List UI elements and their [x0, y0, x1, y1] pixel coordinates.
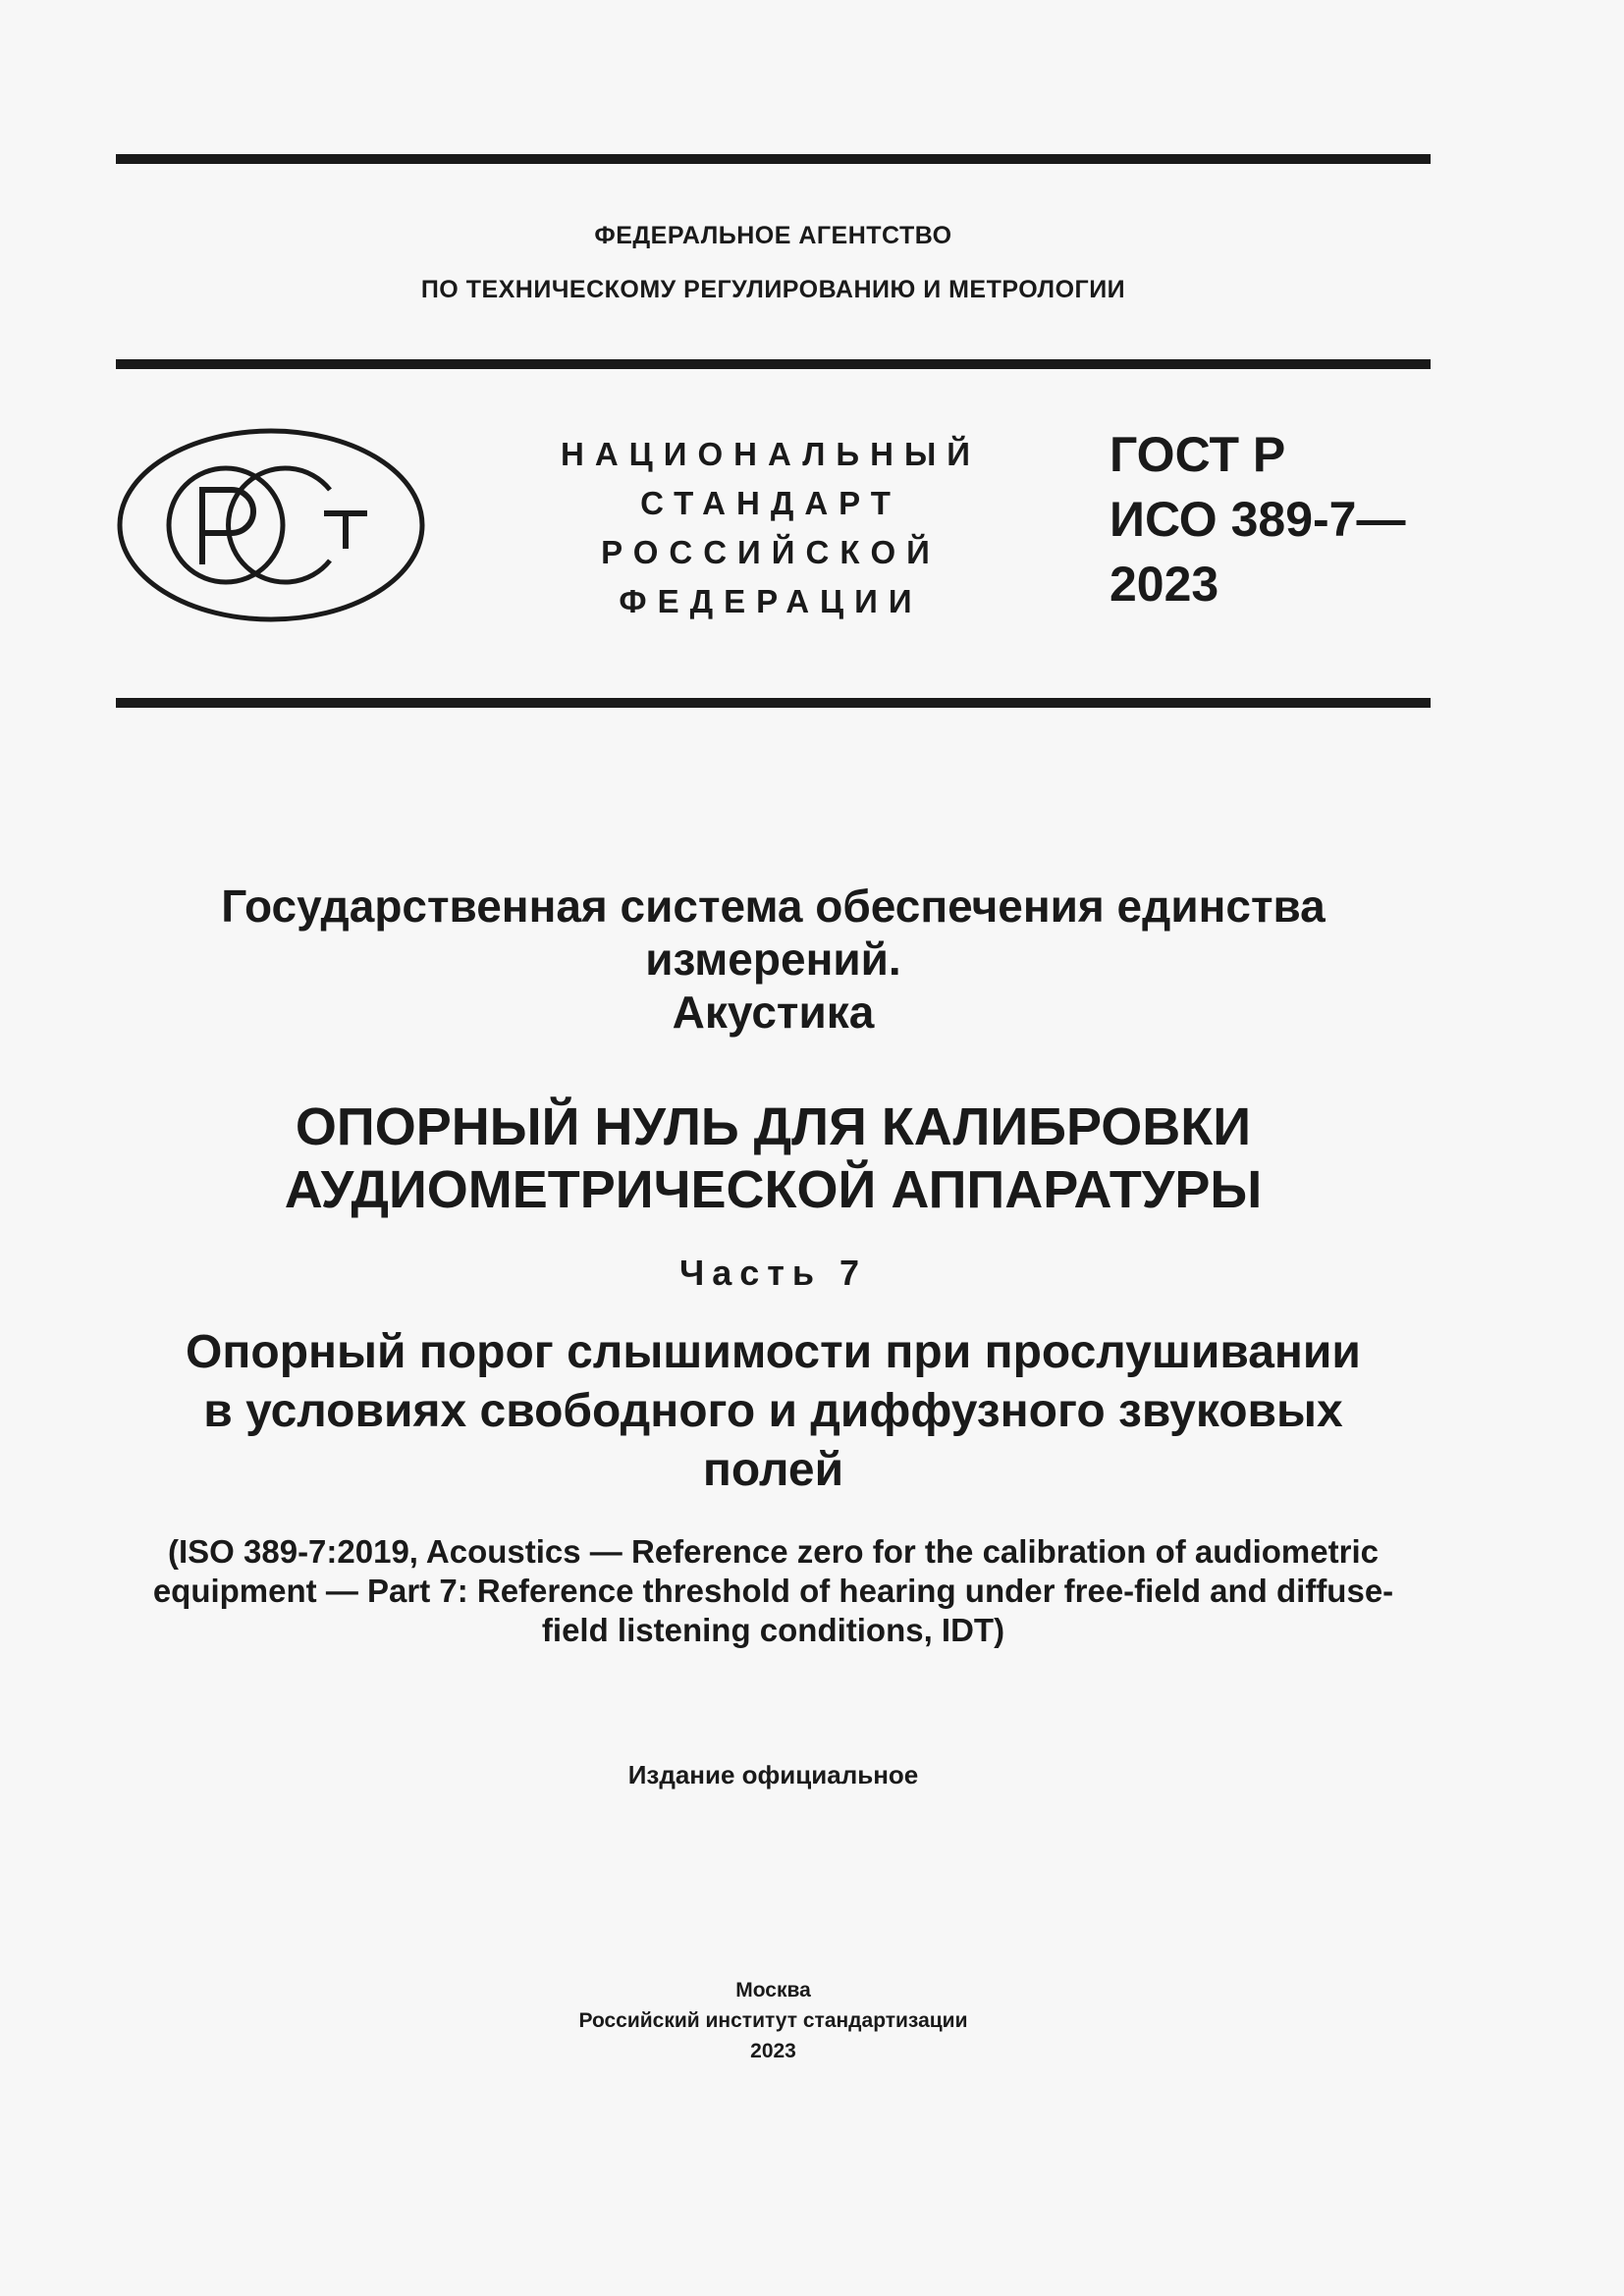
- agency-name-line-1: ФЕДЕРАЛЬНОЕ АГЕНТСТВО: [594, 222, 952, 249]
- series-title-line: Государственная система обеспечения единства: [221, 881, 1326, 932]
- national-standard-block: [511, 430, 1031, 626]
- series-title-line: измерений.: [645, 934, 901, 985]
- national-standard-line: СТАНДАРТ: [640, 485, 901, 521]
- national-standard-line: НАЦИОНАЛЬНЫЙ: [561, 436, 981, 472]
- national-standard-line: ФЕДЕРАЦИИ: [619, 583, 923, 619]
- imprint-publisher: Российский институт стандартизации: [578, 2009, 968, 2032]
- subtitle-line: полей: [702, 1444, 844, 1496]
- designation-line: ИСО 389-7—: [1110, 492, 1406, 547]
- iso-reference-line: equipment — Part 7: Reference threshold of hearing under free-field and diffuse-: [152, 1573, 1394, 1609]
- main-title-line: ОПОРНЫЙ НУЛЬ ДЛЯ КАЛИБРОВКИ: [295, 1097, 1252, 1156]
- iso-reference: [0, 1532, 1546, 1650]
- subtitle-line: в условиях свободного и диффузного звуковых: [203, 1385, 1343, 1437]
- imprint-city: Москва: [735, 1979, 811, 2002]
- subtitle-line: Опорный порог слышимости при прослушивании: [186, 1326, 1361, 1378]
- imprint: [0, 1975, 1546, 2066]
- part-label: Часть 7: [678, 1253, 868, 1293]
- edition-label: Издание официальное: [627, 1760, 919, 1789]
- designation-line: ГОСТ Р: [1110, 427, 1286, 482]
- standard-designation: [1110, 422, 1405, 616]
- subtitle: [0, 1323, 1546, 1500]
- imprint-year: 2023: [750, 2040, 796, 2062]
- main-title: [0, 1095, 1546, 1221]
- iso-reference-line: (ISO 389-7:2019, Acoustics — Reference zero for the calibration of audiometric: [168, 1533, 1379, 1570]
- series-title-line: Акустика: [672, 987, 875, 1038]
- designation-line: 2023: [1110, 557, 1219, 612]
- agency-bottom-rule: [116, 359, 1431, 369]
- agency-name-line-2: ПО ТЕХНИЧЕСКОМУ РЕГУЛИРОВАНИЮ И МЕТРОЛОГИИ: [420, 276, 1126, 303]
- header-bottom-rule: [116, 698, 1431, 708]
- national-standard-line: РОССИЙСКОЙ: [601, 534, 941, 570]
- rst-certification-mark-icon: [116, 427, 426, 623]
- top-rule: [116, 154, 1431, 164]
- main-title-line: АУДИОМЕТРИЧЕСКОЙ АППАРАТУРЫ: [284, 1160, 1263, 1219]
- iso-reference-line: field listening conditions, IDT): [541, 1612, 1005, 1648]
- series-title: [0, 880, 1546, 1039]
